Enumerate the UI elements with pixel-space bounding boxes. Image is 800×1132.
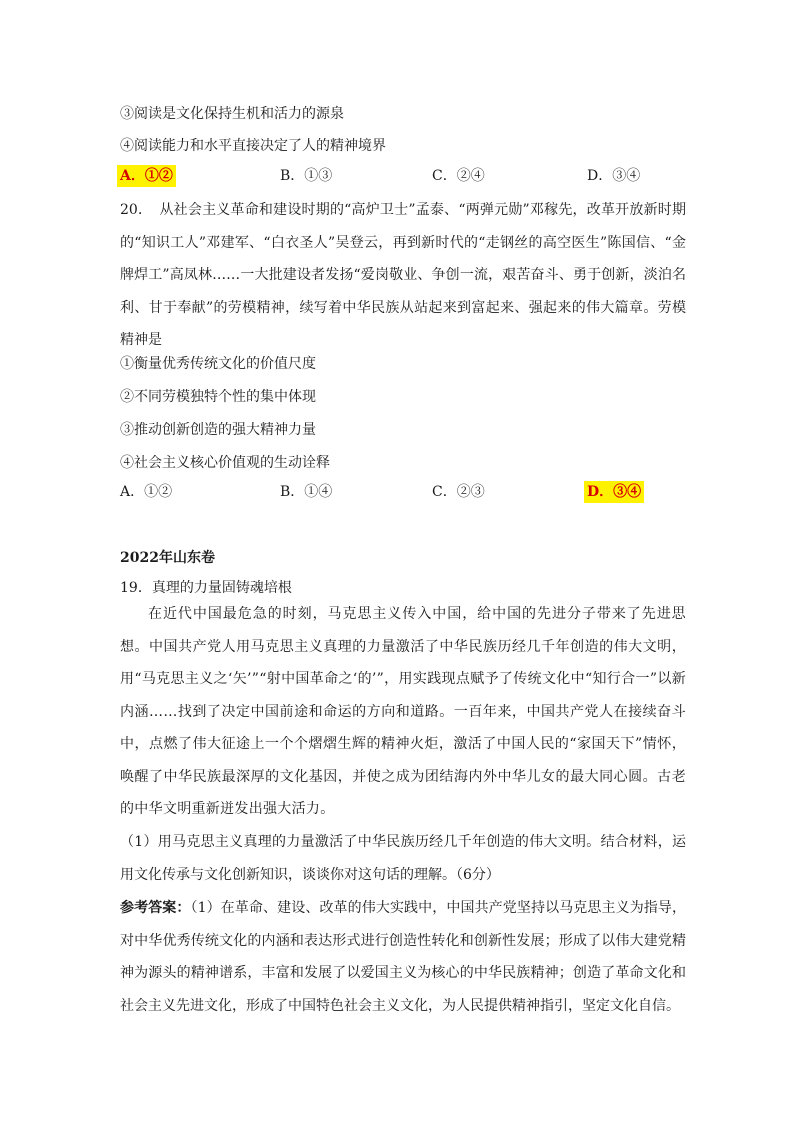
material-text: 在近代中国最危急的时刻，马克思主义传入中国，给中国的先进分子带来了先进思想。中国共产党人用马克思主义真理的力量激活了中华民族历经几千年创造的伟大文明，用“马克思主义之‘矢’”“射中国革命之‘的’”，用实践现点赋予了传统文化中“知行合一”以新内涵……找到了决定中国前途和命运的方向和道路。一百年来，中国共产党人在接续奋斗中，点燃了伟大征途上一个个熠熠生辉的精神火炬，激活了中国人民的“家国天下”情怀，唤醒了中华民族最深厚的文化基因，并使之成为团结海内外中华儿女的最大同心圆。古老的中华文明重新迸发出强大活力。 (120, 606, 686, 817)
section-title: 2022年山东卷 (120, 550, 215, 566)
prev-option-d: D．③④ (587, 168, 641, 184)
prev-option-b: B．①③ (280, 168, 333, 184)
prev-option-a-correct: A．①② (117, 165, 176, 187)
q20-option-d-correct: D．③④ (584, 481, 644, 503)
prev-options (120, 165, 680, 187)
q20-option-c: C．②③ (432, 484, 485, 500)
sub-question: （1）用马克思主义真理的力量激活了中华民族历经几千年创造的伟大文明。结合材料，运用文化传承与文化创新知识，谈谈你对这句话的理解。（6分） (120, 834, 686, 883)
q20-statement-1: ①衡量优秀传统文化的价值尺度 (120, 356, 316, 372)
q20-statement-2: ②不同劳模独特个性的集中体现 (120, 389, 316, 405)
prev-statement-4: ④阅读能力和水平直接决定了人的精神境界 (120, 138, 386, 154)
reference-answer (120, 892, 686, 1022)
prev-statement-3: ③阅读是文化保持生机和活力的源泉 (120, 106, 344, 122)
answer-text: （1）在革命、建设、改革的伟大实践中，中国共产党坚持以马克思主义为指导，对中华优秀传统文化的内涵和表达形式进行创造性转化和创新性发展；形成了以伟大建党精神为源头的精神谱系，丰富和发展了以爱国主义为核心的中华民族精神；创造了革命文化和社会主义先进文化，形成了中国特色社会主义文化，为人民提供精神指引，坚定文化自信。 (120, 900, 687, 1014)
answer-label: 参考答案： (120, 900, 191, 916)
q20-option-a: A．①② (120, 484, 173, 500)
q19-title: 19．真理的力量固铸魂培根 (120, 580, 292, 596)
q20-statement-3: ③推动创新创造的强大精神力量 (120, 422, 316, 438)
q20-stem: 20． 从社会主义革命和建设时期的“高炉卫士”孟泰、“两弹元勋”邓稼先，改革开放新时期的“知识工人”邓建军、“白衣圣人”吴登云，再到新时代的“走钢丝的高空医生”陈国信、“金牌焊工”高凤林……一大批建设者发扬“爱岗敬业、争创一流，艰苦奋斗、勇于创新，淡泊名利、甘于奉献”的劳模精神，续写着中华民族从站起来到富起来、强起来的伟大篇章。劳模精神是 (120, 202, 686, 348)
q20-statement-4: ④社会主义核心价值观的生动诠释 (120, 455, 330, 471)
q20-options (120, 481, 680, 503)
prev-option-c: C．②④ (432, 168, 485, 184)
q20-option-b: B．①④ (280, 484, 333, 500)
